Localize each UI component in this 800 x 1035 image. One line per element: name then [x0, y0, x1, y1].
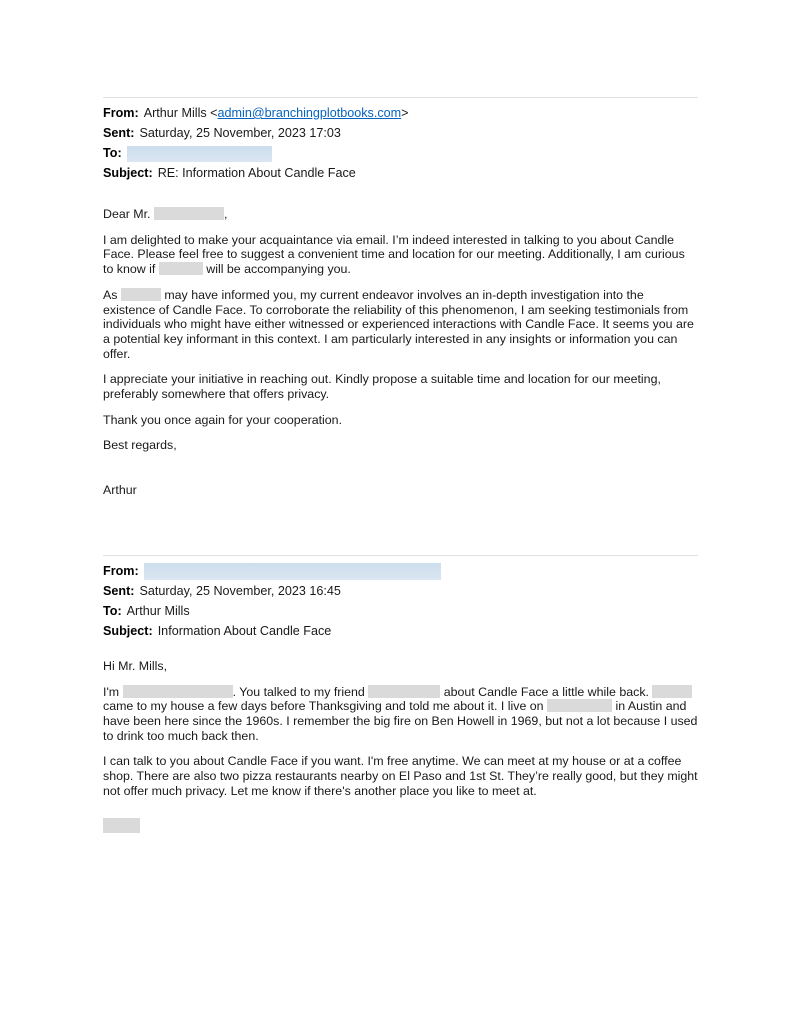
text-run: Best regards, [103, 438, 177, 453]
redacted-name-box [547, 699, 612, 712]
email-paragraph [103, 288, 698, 362]
text-run: Arthur [103, 483, 137, 498]
text-run: came to my house a few days before Thanksgiving and told me about it. I live on [103, 699, 548, 714]
header-row-from [103, 103, 698, 123]
redacted-name-box [368, 685, 440, 698]
email-paragraph [103, 818, 698, 835]
text-run: As [103, 287, 121, 302]
header-label: To: [103, 603, 122, 618]
redacted-name-box [159, 262, 203, 275]
email-thread [103, 97, 698, 846]
header-label: To: [103, 146, 122, 160]
text-run: in Austin and have been here since the 1960s. I remember the big fire on Ben Howell in 1969, but not a lot because I used to drink too much back then. [103, 699, 698, 743]
email-paragraph [103, 438, 698, 453]
header-row-to [103, 143, 698, 163]
email-2-body [103, 659, 698, 835]
header-label: From: [103, 563, 139, 578]
text-run: Arthur Mills < [143, 106, 218, 120]
redacted-name-box [123, 685, 233, 698]
email-2 [103, 555, 698, 835]
redacted-name-box [652, 685, 692, 698]
header-row-to [103, 601, 698, 621]
text-run: RE: Information About Candle Face [157, 166, 356, 180]
divider-line [103, 97, 698, 98]
email-paragraph [103, 483, 698, 498]
header-label: Subject: [103, 623, 153, 638]
header-label: Sent: [103, 126, 135, 140]
email-paragraph [103, 372, 698, 401]
text-run: > [401, 106, 409, 120]
email-paragraph [103, 685, 698, 744]
email-1-body [103, 207, 698, 498]
header-label: From: [103, 106, 139, 120]
text-run: will be accompanying you. [202, 262, 351, 277]
text-run: about Candle Face a little while back. [440, 684, 653, 699]
text-run: . You talked to my friend [232, 684, 369, 699]
redacted-name-box [121, 288, 161, 301]
email-2-header [103, 561, 698, 641]
header-row-from [103, 561, 698, 581]
text-run: I am delighted to make your acquaintance via email. I’m indeed interested in talking to you about Candle Face. Please feel free to suggest a convenient time and location for our meeting. Additionally, I am curious to know if [103, 232, 685, 277]
text-run: Information About Candle Face [157, 623, 332, 638]
email-paragraph [103, 754, 698, 798]
email-paragraph [103, 207, 698, 222]
text-run: , [223, 207, 228, 221]
email-address-link[interactable]: admin@branchingplotbooks.com [217, 106, 402, 120]
redacted-name-box [154, 207, 224, 220]
header-row-sent [103, 123, 698, 143]
header-label: Sent: [103, 583, 135, 598]
redacted-name-box [103, 818, 140, 833]
email-1-header [103, 103, 698, 183]
text-run: I appreciate your initiative in reaching out. Kindly propose a suitable time and location for our meeting, preferably somewhere that offers privacy. [103, 372, 661, 402]
text-run: Thank you once again for your cooperation. [103, 412, 343, 427]
redacted-address-box [127, 146, 272, 162]
text-run: Hi Mr. Mills, [103, 658, 168, 673]
header-row-subject [103, 621, 698, 641]
text-run: may have informed you, my current endeavor involves an in-depth investigation into the existence of Candle Face. To corroborate the reliability of this phenomenon, I am seeking testimonials from individuals who might have either witnessed or experienced interactions with Candle Face. It seems you are a potential key informant in this context. I am particularly interested in any insights or information you can offer. [103, 287, 694, 361]
header-row-sent [103, 581, 698, 601]
redacted-address-box [144, 563, 441, 580]
email-paragraph [103, 233, 698, 277]
email-1 [103, 97, 698, 498]
text-run: Arthur Mills [126, 603, 190, 618]
text-run: I can talk to you about Candle Face if you want. I'm free anytime. We can meet at my house or at a coffee shop. There are also two pizza restaurants nearby on El Paso and 1st St. They’re really good, but they might not offer much privacy. Let me know if there's another place you like to meet at. [103, 754, 698, 798]
divider-line [103, 555, 698, 556]
text-run: I'm [103, 684, 123, 699]
email-paragraph [103, 659, 698, 674]
text-run: Saturday, 25 November, 2023 17:03 [139, 126, 341, 140]
text-run: Saturday, 25 November, 2023 16:45 [139, 583, 341, 598]
header-row-subject [103, 163, 698, 183]
text-run: Dear Mr. [103, 207, 154, 221]
email-paragraph [103, 413, 698, 428]
header-label: Subject: [103, 166, 153, 180]
